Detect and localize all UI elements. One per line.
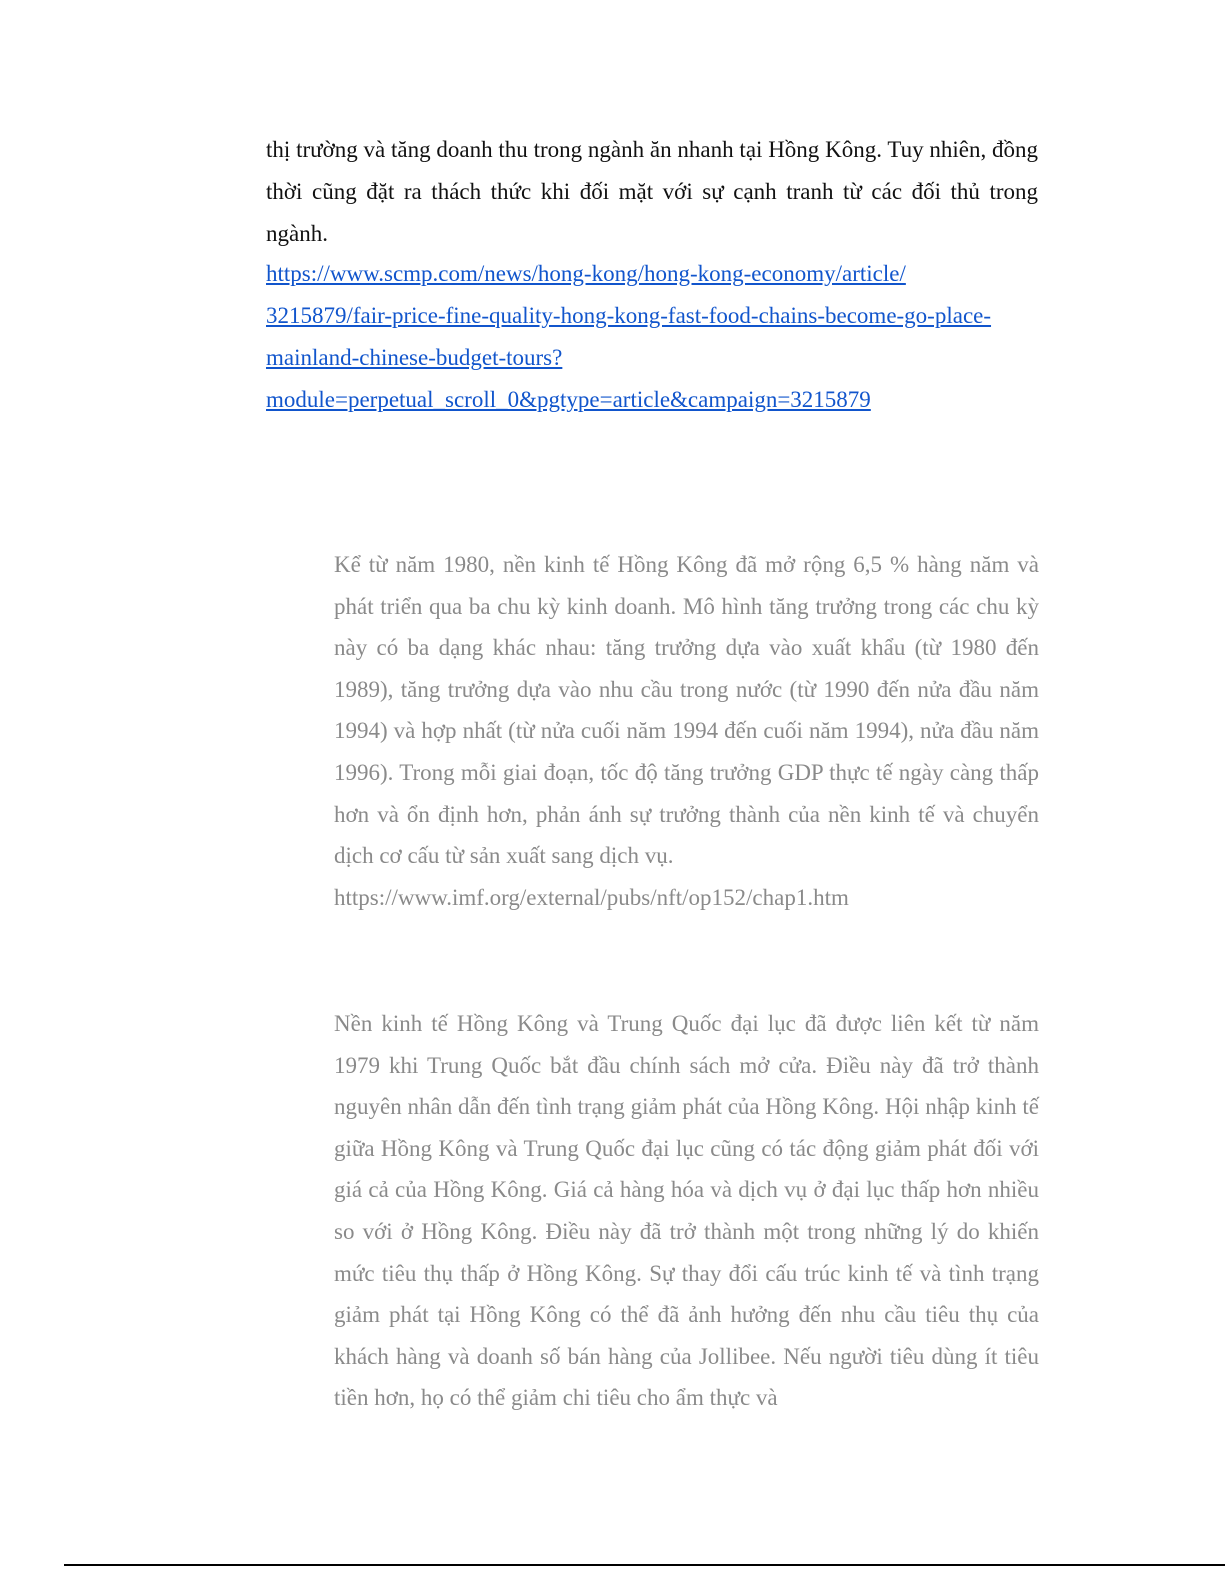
- scmp-article-link-block: [266, 253, 1046, 421]
- scmp-link-line-3: mainland-chinese-budget-tours?: [266, 345, 563, 370]
- scmp-link-line-1: https://www.scmp.com/news/hong-kong/hong-kong-economy/article/: [266, 261, 906, 286]
- quote-imf-text: Kể từ năm 1980, nền kinh tế Hồng Kông đã mở rộng 6,5 % hàng năm và phát triển qua ba chu kỳ kinh doanh. Mô hình tăng trưởng trong các chu kỳ này có ba dạng khác nhau: tăng trưởng dựa vào xuất khẩu (từ 1980 đến 1989), tăng trưởng dựa vào nhu cầu trong nước (từ 1990 đến nửa đầu năm 1994) và hợp nhất (từ nửa cuối năm 1994 đến cuối năm 1994), nửa đầu năm 1996). Trong mỗi giai đoạn, tốc độ tăng trưởng GDP thực tế ngày càng thấp hơn và ổn định hơn, phản ánh sự trưởng thành của nền kinh tế và chuyển dịch cơ cấu từ sản xuất sang dịch vụ.: [334, 552, 1039, 869]
- scmp-link-line-4: module=perpetual_scroll_0&pgtype=article&campaign=3215879: [266, 387, 871, 412]
- scmp-link-line-2: 3215879/fair-price-fine-quality-hong-kong-fast-food-chains-become-go-place-: [266, 303, 992, 328]
- imf-source-url: https://www.imf.org/external/pubs/nft/op152/chap1.htm: [334, 884, 849, 910]
- quote-mainland-text: Nền kinh tế Hồng Kông và Trung Quốc đại lục đã được liên kết từ năm 1979 khi Trung Quốc bắt đầu chính sách mở cửa. Điều này đã trở thành nguyên nhân dẫn đến tình trạng giảm phát của Hồng Kông. Hội nhập kinh tế giữa Hồng Kông và Trung Quốc đại lục cũng có tác động giảm phát đối với giá cả của Hồng Kông. Giá cả hàng hóa và dịch vụ ở đại lục thấp hơn nhiều so với ở Hồng Kông. Điều này đã trở thành một trong những lý do khiến mức tiêu thụ thấp ở Hồng Kông. Sự thay đổi cấu trúc kinh tế và tình trạng giảm phát tại Hồng Kông có thể đã ảnh hưởng đến nhu cầu tiêu thụ của khách hàng và doanh số bán hàng của Jollibee. Nếu người tiêu dùng ít tiêu tiền hơn, họ có thể giảm chi tiêu cho ẩm thực và: [334, 1011, 1039, 1411]
- quote-imf-economy: [334, 544, 1039, 918]
- body-paragraph: thị trường và tăng doanh thu trong ngành ăn nhanh tại Hồng Kông. Tuy nhiên, đồng thời cũng đặt ra thách thức khi đối mặt với sự cạnh tranh từ các đối thủ trong ngành.: [266, 137, 1038, 246]
- quote-mainland-integration: [334, 1003, 1039, 1419]
- scmp-article-link[interactable]: [266, 261, 991, 412]
- page-bottom-rule: [64, 1564, 1225, 1566]
